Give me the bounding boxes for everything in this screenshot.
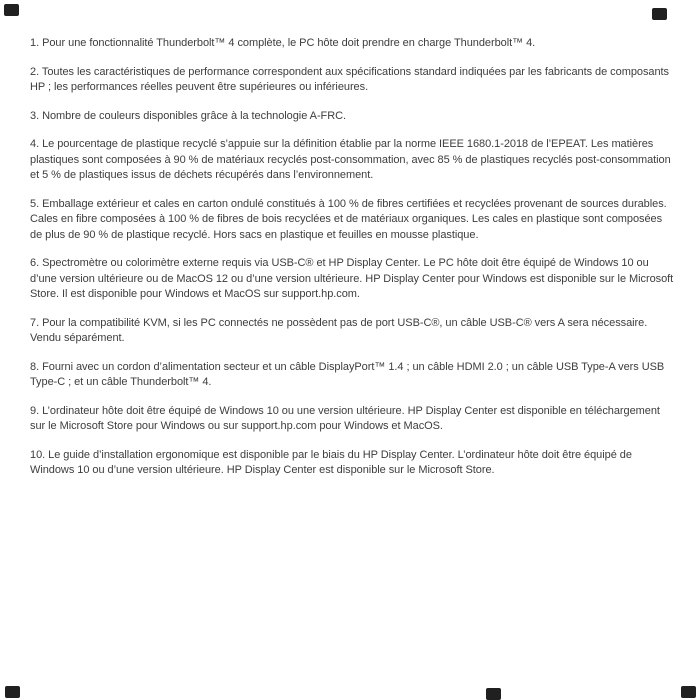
footnote-3: 3. Nombre de couleurs disponibles grâce à la technologie A-FRC. — [30, 109, 347, 122]
footnote-8: 8. Fourni avec un cordon d’alimentation secteur et un câble DisplayPort™ 1.4 ; un câble HDMI 2.0 ; un câble USB Type-A vers USB Type-C ; et un câble Thunderbolt™ 4. — [30, 360, 665, 388]
corner-marker-top-right — [652, 8, 667, 20]
footnote-10: 10. Le guide d’installation ergonomique est disponible par le biais du HP Display Center. L’ordinateur hôte doit être équipé de Windows 10 ou d’une version ultérieure. HP Display Center est disponible sur le Microsoft Store. — [30, 448, 632, 476]
footnote-7: 7. Pour la compatibilité KVM, si les PC connectés ne possèdent pas de port USB-C®, un câble USB-C® vers A sera nécessaire. Vendu séparément. — [30, 316, 648, 344]
footnote-6: 6. Spectromètre ou colorimètre externe requis via USB-C® et HP Display Center. Le PC hôte doit être équipé de Windows 10 ou d’une version ultérieure ou de MacOS 12 ou d’une version ultérieure. HP Display Center pour Windows est disponible sur le Microsoft Store. Il est disponible pour Windows et MacOS sur support.hp.com. — [30, 257, 674, 300]
corner-marker-bottom-left — [5, 686, 20, 698]
corner-marker-top-left — [4, 4, 19, 16]
footnote-2: 2. Toutes les caractéristiques de performance correspondent aux spécifications standard indiquées par les fabricants de composants HP ; les performances réelles peuvent être supérieures ou inférieures. — [30, 65, 669, 93]
footnote-5: 5. Emballage extérieur et cales en carton ondulé constitués à 100 % de fibres certifiées et recyclées provenant de sources durables. Cales en fibre composées à 100 % de fibres de bois recyclées et de matériaux organiques. Les cales en plastique sont composées de plus de 90 % de plastique recyclé. Hors sacs en plastique et feuilles en mousse plastique. — [30, 197, 667, 241]
footnote-1: 1. Pour une fonctionnalité Thunderbolt™ 4 complète, le PC hôte doit prendre en charge Thunderbolt™ 4. — [30, 37, 536, 49]
corner-marker-bottom-right — [681, 686, 696, 698]
footnote-9: 9. L’ordinateur hôte doit être équipé de Windows 10 ou une version ultérieure. HP Display Center est disponible en téléchargement sur le Microsoft Store pour Windows ou sur support.hp.com pour Windows et MacOS. — [30, 404, 660, 432]
footnote-4: 4. Le pourcentage de plastique recyclé s’appuie sur la définition établie par la norme IEEE 1680.1-2018 de l’EPEAT. Les matières plastiques sont composées à 90 % de matériaux recyclés post-consommation, avec 85 % de plastiques recyclés post-consommation et 5 % de plastiques issus de déchets récupérés dans l’environnement. — [30, 138, 671, 181]
corner-marker-bottom-mid — [486, 688, 501, 700]
footnotes-block — [30, 36, 674, 492]
